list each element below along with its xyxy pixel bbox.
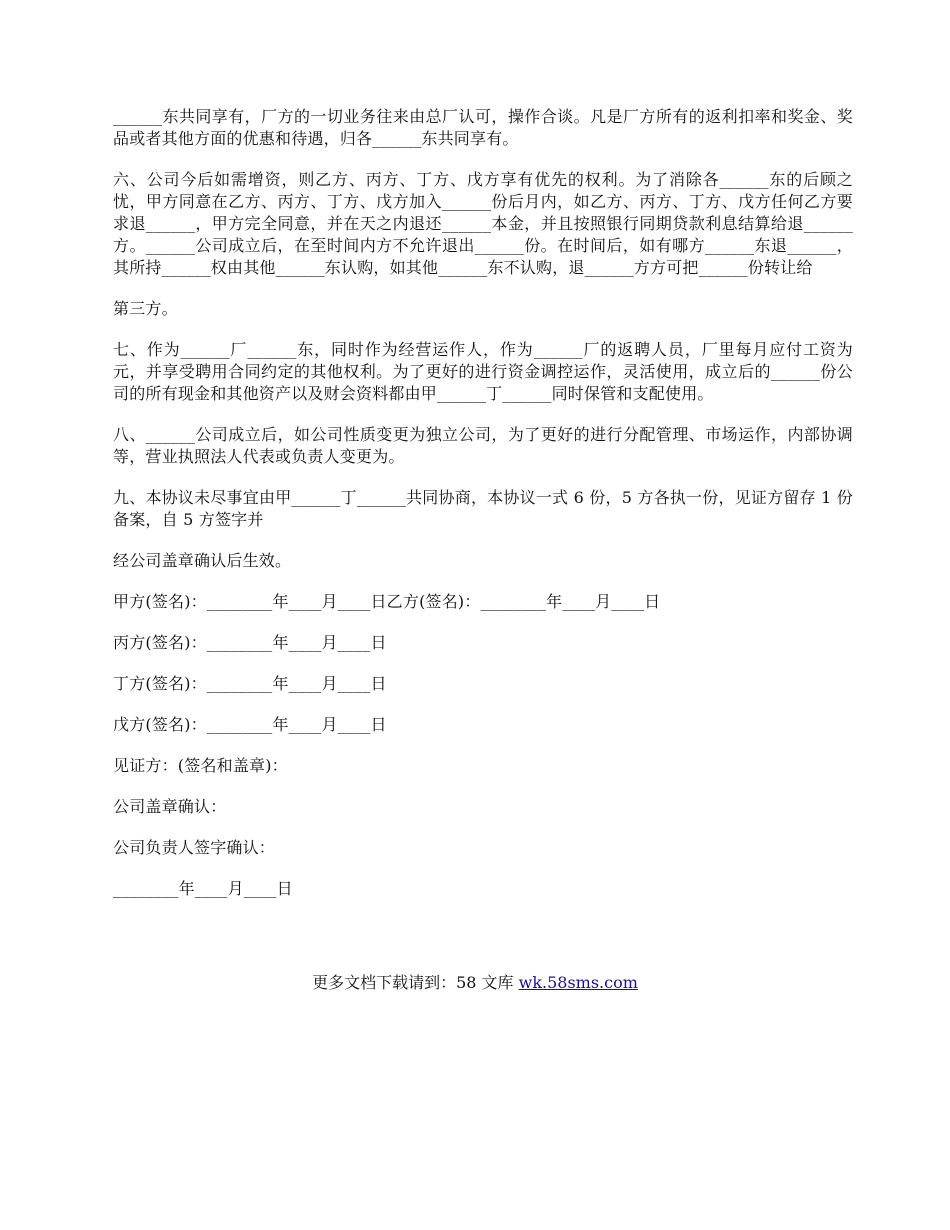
company-head-signature-line: 公司负责人签字确认： — [113, 838, 276, 857]
signature-line-bing: 丙方(签名)：________年____月____日 — [113, 633, 387, 652]
paragraph-shareholder-benefits: ______东共同享有，厂方的一切业务往来由总厂认可，操作合谈。凡是厂方所有的返利扣率和奖金、奖品或者其他方面的优惠和待遇，归各______东共同享有。 — [113, 107, 853, 148]
company-seal-line: 公司盖章确认： — [113, 797, 227, 816]
footer-prefix: 更多文档下载请到：58 文库 — [312, 973, 519, 992]
footer — [0, 972, 950, 994]
paragraph-third-party: 第三方。 — [113, 299, 178, 318]
signature-line-ding: 丁方(签名)：________年____月____日 — [113, 674, 387, 693]
signature-line-wu: 戊方(签名)：________年____月____日 — [113, 715, 387, 734]
paragraph-clause-9: 九、本协议未尽事宜由甲______丁______共同协商，本协议一式 6 份，5 方各执一份，见证方留存 1 份备案，自 5 方签字并 — [113, 488, 853, 529]
date-line: ________年____月____日 — [113, 879, 293, 898]
footer-link[interactable]: wk.58sms.com — [518, 973, 638, 992]
paragraph-effective: 经公司盖章确认后生效。 — [113, 551, 292, 570]
paragraph-clause-6: 六、公司今后如需增资，则乙方、丙方、丁方、戊方享有优先的权利。为了消除各______东的后顾之忧，甲方同意在乙方、丙方、丁方、戊方加入______份后月内，如乙方、丙方、丁方、戊方任何乙方要求退______，甲方完全同意，并在天之内退还______本金，并且按照银行同期贷款利息结算给退______方。______公司成立后，在至时间内方不允许退出______份。在时间后，如有哪方______东退______，其所持______权由其他______东认购，如其他______东不认购，退______方方可把______份转让给 — [113, 170, 853, 277]
paragraph-clause-7: 七、作为______厂______东，同时作为经营运作人，作为______厂的返聘人员，厂里每月应付工资为元，并享受聘用合同约定的其他权利。为了更好的进行资金调控运作，灵活使用，成立后的______份公司的所有现金和其他资产以及财会资料都由甲______丁______同时保管和支配使用。 — [113, 340, 853, 403]
paragraph-clause-8: 八、______公司成立后，如公司性质变更为独立公司，为了更好的进行分配管理、市场运作，内部协调等，营业执照法人代表或负责人变更为。 — [113, 425, 853, 466]
signature-line-jia-yi: 甲方(签名)：________年____月____日乙方(签名)：________年____月____日 — [113, 592, 661, 611]
document-body — [113, 106, 853, 919]
witness-line: 见证方：(签名和盖章)： — [113, 756, 288, 775]
